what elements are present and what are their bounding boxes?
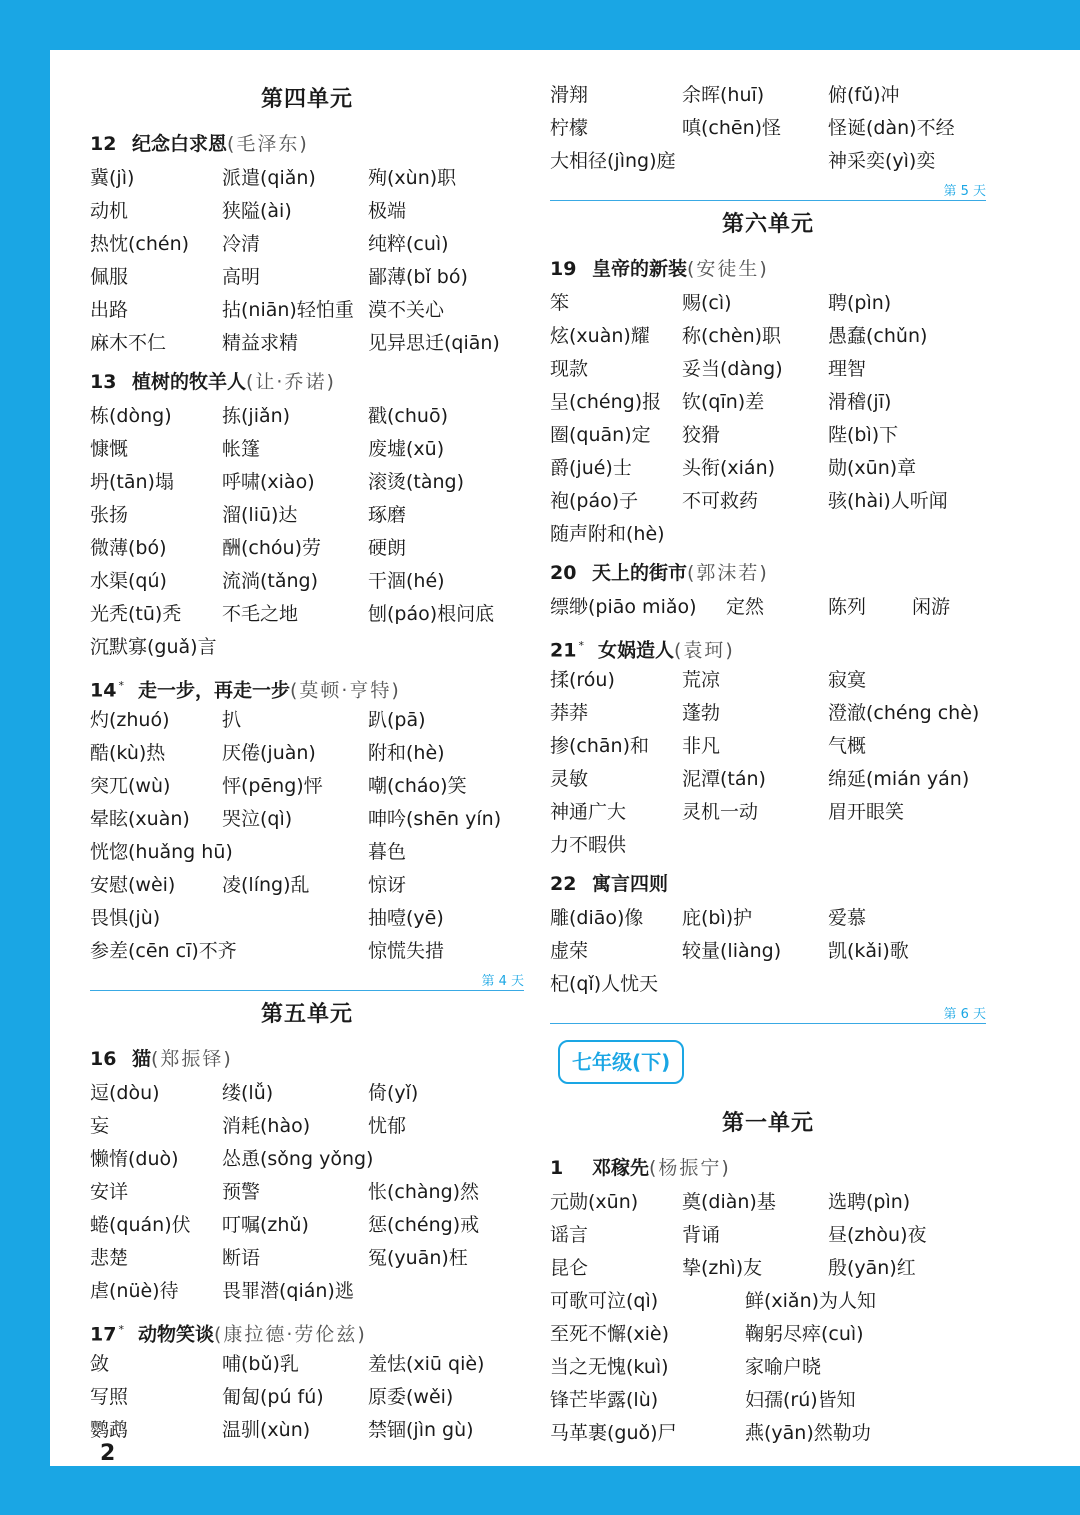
vocab-word: 力不暇供 [550, 834, 627, 856]
word-row [90, 532, 524, 565]
word-row [90, 466, 524, 499]
vocab-word: 奠(diàn)基 [682, 1191, 776, 1213]
lesson-heading [90, 1041, 524, 1077]
lesson-title: 植树的牧羊人 [132, 371, 247, 393]
vocab-word: 佩服 [90, 266, 129, 288]
lesson-number: 12 [90, 133, 117, 155]
vocab-word: 禁锢(jìn gù) [368, 1419, 474, 1441]
vocab-word: 爵(jué)士 [550, 457, 632, 479]
lesson-author: (让·乔诺) [246, 371, 336, 393]
vocab-word: 不可救药 [682, 490, 759, 512]
vocab-word: 羞怯(xiū qiè) [368, 1353, 485, 1375]
word-row [90, 1110, 524, 1143]
vocab-word: 勋(xūn)章 [828, 457, 917, 479]
vocab-word: 雕(diāo)像 [550, 907, 644, 929]
vocab-word: 参差(cēn cī)不齐 [90, 940, 237, 962]
vocab-word: 见异思迁(qiān) [368, 332, 500, 354]
word-row [550, 1384, 986, 1417]
vocab-word: 泥潭(tán) [682, 768, 766, 790]
vocab-word: 精益求精 [222, 332, 299, 354]
vocab-word: 硬朗 [368, 537, 407, 559]
vocab-word: 狭隘(ài) [222, 200, 292, 222]
vocab-word: 怅(chàng)然 [368, 1181, 480, 1203]
day-marker: 第 6 天 [550, 1001, 986, 1024]
left-column [90, 78, 524, 1447]
lesson-number: 13 [90, 371, 117, 393]
vocab-word: 懒惰(duò) [90, 1148, 179, 1170]
word-row [550, 485, 986, 518]
vocab-word: 背诵 [682, 1224, 721, 1246]
vocab-word: 沉默寡(guǎ)言 [90, 636, 217, 658]
vocab-word: 写照 [90, 1386, 129, 1408]
word-row [550, 1285, 986, 1318]
vocab-word: 狡猾 [682, 424, 721, 446]
vocab-word: 凯(kǎi)歌 [828, 940, 909, 962]
vocab-word: 庇(bì)护 [682, 907, 753, 929]
word-row [90, 162, 524, 195]
lesson-number: 20 [550, 562, 577, 584]
word-row [550, 1318, 986, 1351]
vocab-word: 妥当(dàng) [682, 358, 783, 380]
vocab-word: 愚蠢(chǔn) [828, 325, 928, 347]
vocab-word: 挚(zhì)友 [682, 1257, 763, 1279]
lesson-number: 14 * [90, 679, 124, 702]
word-row [550, 353, 986, 386]
vocab-word: 昼(zhòu)夜 [828, 1224, 927, 1246]
vocab-word: 鲜(xiǎn)为人知 [745, 1290, 877, 1312]
word-row [550, 1186, 986, 1219]
lesson-title: 走一步，再走一步 [137, 679, 290, 702]
vocab-word: 呼啸(xiào) [222, 471, 315, 493]
vocab-word: 神采奕(yì)奕 [828, 150, 936, 172]
lesson-author: (袁珂) [673, 639, 735, 662]
vocab-word: 温驯(xùn) [222, 1419, 311, 1441]
vocab-word: 揉(róu) [550, 669, 615, 691]
vocab-word: 趴(pā) [368, 709, 426, 731]
vocab-word: 较量(liàng) [682, 940, 782, 962]
lesson-title: 寓言四则 [592, 873, 669, 895]
lesson-author: (康拉德·劳伦兹) [213, 1323, 367, 1346]
vocab-word: 凌(líng)乱 [222, 874, 310, 896]
vocab-word: 酬(chóu)劳 [222, 537, 321, 559]
vocab-word: 派遣(qiǎn) [222, 167, 316, 189]
vocab-word: 鹦鹉 [90, 1419, 129, 1441]
vocab-word: 俯(fǔ)冲 [828, 84, 900, 106]
word-row [550, 796, 986, 829]
vocab-word: 抽噎(yē) [368, 907, 444, 929]
lesson-author: (郑振铎) [151, 1048, 233, 1070]
vocab-word: 聘(pìn) [828, 292, 892, 314]
vocab-word: 消耗(hào) [222, 1115, 311, 1137]
vocab-word: 惊慌失措 [368, 940, 445, 962]
vocab-word: 家喻户晓 [745, 1356, 822, 1378]
vocab-word: 笨 [550, 292, 570, 314]
vocab-word: 当之无愧(kuì) [550, 1356, 669, 1378]
vocab-word: 断语 [222, 1247, 261, 1269]
unit-title: 第五单元 [260, 1002, 353, 1027]
word-row [550, 79, 986, 112]
vocab-word: 余晖(huī) [682, 84, 765, 106]
vocab-word: 拈(niān)轻怕重 [222, 299, 354, 321]
word-row [90, 499, 524, 532]
lesson-number: 1 [550, 1157, 564, 1179]
lesson-author: (郭沫若) [687, 562, 769, 584]
word-row [90, 261, 524, 294]
vocab-word: 滑翔 [550, 84, 589, 106]
vocab-word: 滚烫(tàng) [368, 471, 465, 493]
word-row [550, 902, 986, 935]
vocab-word: 呻吟(shēn yín) [368, 808, 502, 830]
vocab-word: 炫(xuàn)耀 [550, 325, 650, 347]
grade-section [550, 1026, 986, 1102]
vocab-word: 鄙薄(bǐ bó) [368, 266, 468, 288]
vocab-word: 头衔(xián) [682, 457, 776, 479]
vocab-word: 嗔(chēn)怪 [682, 117, 782, 139]
word-row [90, 294, 524, 327]
vocab-word: 滑稽(jī) [828, 391, 892, 413]
vocab-word: 称(chèn)职 [682, 325, 782, 347]
vocab-word: 鞠躬尽瘁(cuì) [745, 1323, 864, 1345]
vocab-word: 虐(nüè)待 [90, 1280, 179, 1302]
word-row [550, 1219, 986, 1252]
day-marker: 第 5 天 [550, 178, 986, 201]
word-list [90, 1077, 524, 1308]
vocab-word: 哺(bǔ)乳 [222, 1353, 299, 1375]
word-row [550, 730, 986, 763]
lesson-number: 21 * [550, 639, 584, 662]
vocab-word: 冀(jì) [90, 167, 135, 189]
lesson-heading [550, 866, 986, 902]
word-list [550, 1285, 986, 1450]
vocab-word: 袍(páo)子 [550, 490, 639, 512]
word-row [90, 770, 524, 803]
vocab-word: 溜(liū)达 [222, 504, 298, 526]
vocab-word: 钦(qīn)差 [682, 391, 765, 413]
vocab-word: 纯粹(cuì) [368, 233, 449, 255]
word-list [90, 400, 524, 664]
lesson-number: 22 [550, 873, 577, 895]
lesson-heading [90, 1312, 524, 1348]
vocab-word: 倚(yǐ) [368, 1082, 419, 1104]
vocab-word: 附和(hè) [368, 742, 445, 764]
vocab-word: 灵机一动 [682, 801, 759, 823]
vocab-word: 非凡 [682, 735, 721, 757]
vocab-word: 妄 [90, 1115, 110, 1137]
lesson-heading [90, 364, 524, 400]
vocab-word: 掺(chān)和 [550, 735, 649, 757]
lesson-heading [550, 251, 986, 287]
vocab-word: 惩(chéng)戒 [368, 1214, 480, 1236]
word-row [550, 145, 986, 178]
vocab-word: 赐(cì) [682, 292, 732, 314]
vocab-word: 光秃(tū)秃 [90, 603, 182, 625]
word-list [550, 902, 986, 1001]
vocab-word: 坍(tān)塌 [90, 471, 174, 493]
vocab-word: 柠檬 [550, 117, 589, 139]
vocab-word: 绵延(mián yán) [828, 768, 970, 790]
word-row [550, 452, 986, 485]
word-list [550, 1186, 986, 1285]
vocab-word: 大相径(jìng)庭 [550, 150, 676, 172]
word-row [550, 518, 986, 551]
word-row [90, 1242, 524, 1275]
lesson-title: 猫 [132, 1048, 152, 1070]
vocab-word: 琢磨 [368, 504, 407, 526]
vocab-word: 冤(yuān)枉 [368, 1247, 468, 1269]
vocab-word: 可歌可泣(qì) [550, 1290, 659, 1312]
vocab-word: 寂寞 [828, 669, 867, 691]
word-row [550, 763, 986, 796]
word-list [550, 591, 986, 624]
lesson-heading [550, 555, 986, 591]
page [50, 50, 1080, 1466]
unit-title: 第一单元 [721, 1111, 814, 1136]
vocab-word: 缕(lǚ) [222, 1082, 274, 1104]
vocab-word: 谣言 [550, 1224, 589, 1246]
vocab-word: 灼(zhuó) [90, 709, 170, 731]
lesson-author: (莫顿·亨特) [289, 679, 401, 702]
vocab-word: 昆仑 [550, 1257, 589, 1279]
right-column [550, 79, 986, 1450]
word-row [550, 320, 986, 353]
lesson-number: 17 * [90, 1323, 124, 1346]
word-list [90, 1348, 524, 1447]
vocab-word: 锋芒毕露(lù) [550, 1389, 659, 1411]
vocab-word: 极端 [368, 200, 407, 222]
vocab-word: 匍匐(pú fú) [222, 1386, 324, 1408]
vocab-word: 嘲(cháo)笑 [368, 775, 467, 797]
lesson-title: 天上的街市 [592, 562, 688, 584]
vocab-word: 爱慕 [828, 907, 867, 929]
vocab-word: 畏惧(jù) [90, 907, 161, 929]
day-marker: 第 4 天 [90, 968, 524, 991]
vocab-word: 慷慨 [90, 438, 129, 460]
word-row [550, 112, 986, 145]
word-list [550, 287, 986, 551]
lesson-title: 皇帝的新装 [592, 258, 688, 280]
vocab-word: 陛(bì)下 [828, 424, 899, 446]
vocab-word: 预警 [222, 1181, 261, 1203]
vocab-word: 忧郁 [368, 1115, 407, 1137]
word-row [550, 386, 986, 419]
vocab-word: 张扬 [90, 504, 129, 526]
vocab-word: 晕眩(xuàn) [90, 808, 190, 830]
vocab-word: 突兀(wù) [90, 775, 171, 797]
vocab-word: 干涸(hé) [368, 570, 445, 592]
grade-badge: 七年级(下) [558, 1040, 684, 1084]
vocab-word: 至死不懈(xiè) [550, 1323, 670, 1345]
vocab-word: 燕(yān)然勒功 [745, 1422, 871, 1444]
vocab-word: 蓬勃 [682, 702, 721, 724]
vocab-word: 定然 [726, 596, 765, 618]
vocab-word: 怪诞(dàn)不经 [828, 117, 955, 139]
lesson-author: (杨振宁) [649, 1157, 731, 1179]
word-row [90, 631, 524, 664]
vocab-word: 殉(xùn)职 [368, 167, 457, 189]
word-row [550, 1351, 986, 1384]
word-row [90, 433, 524, 466]
unit-title: 第四单元 [260, 87, 353, 112]
vocab-word: 扒 [222, 709, 242, 731]
vocab-word: 理智 [828, 358, 867, 380]
word-row [90, 1176, 524, 1209]
vocab-word: 畏罪潜(qián)逃 [222, 1280, 354, 1302]
lesson-number: 16 [90, 1048, 117, 1070]
vocab-word: 逗(dòu) [90, 1082, 160, 1104]
lesson-heading [90, 126, 524, 162]
word-row [90, 1143, 524, 1176]
vocab-word: 高明 [222, 266, 261, 288]
vocab-word: 选聘(pìn) [828, 1191, 911, 1213]
word-row [90, 598, 524, 631]
vocab-word: 蜷(quán)伏 [90, 1214, 191, 1236]
vocab-word: 哭泣(qì) [222, 808, 293, 830]
vocab-word: 厌倦(juàn) [222, 742, 316, 764]
vocab-word: 殷(yān)红 [828, 1257, 916, 1279]
word-row [90, 902, 524, 935]
word-row [90, 1275, 524, 1308]
word-row [90, 400, 524, 433]
vocab-word: 现款 [550, 358, 589, 380]
word-row [550, 935, 986, 968]
word-row [90, 737, 524, 770]
lesson-heading [550, 628, 986, 664]
word-row [550, 968, 986, 1001]
vocab-word: 元勋(xūn) [550, 1191, 639, 1213]
word-row [90, 1209, 524, 1242]
vocab-word: 陈列 [828, 596, 867, 618]
vocab-word: 敛 [90, 1353, 110, 1375]
vocab-word: 荒凉 [682, 669, 721, 691]
vocab-word: 废墟(xū) [368, 438, 445, 460]
vocab-word: 拣(jiǎn) [222, 405, 291, 427]
word-row [90, 1414, 524, 1447]
word-list [550, 79, 986, 178]
word-row [550, 664, 986, 697]
vocab-word: 眉开眼笑 [828, 801, 905, 823]
lesson-title: 纪念白求恩 [132, 133, 228, 155]
vocab-word: 圈(quān)定 [550, 424, 651, 446]
vocab-word: 麻木不仁 [90, 332, 167, 354]
vocab-word: 怂恿(sǒng yǒng) [222, 1148, 374, 1170]
word-row [90, 935, 524, 968]
word-row [550, 697, 986, 730]
vocab-word: 出路 [90, 299, 129, 321]
vocab-word: 闲游 [912, 596, 951, 618]
word-row [90, 836, 524, 869]
page-number: 2 [100, 1441, 116, 1466]
word-row [550, 1252, 986, 1285]
word-row [90, 228, 524, 261]
lesson-title: 邓稼先 [592, 1157, 650, 1179]
word-row [90, 1348, 524, 1381]
vocab-word: 安详 [90, 1181, 129, 1203]
vocab-word: 澄澈(chéng chè) [828, 702, 980, 724]
word-list [550, 664, 986, 862]
vocab-word: 惊讶 [368, 874, 407, 896]
word-list [90, 162, 524, 360]
vocab-word: 莽莽 [550, 702, 589, 724]
word-row [550, 287, 986, 320]
vocab-word: 恍惚(huǎng hū) [90, 841, 233, 863]
word-row [90, 704, 524, 737]
vocab-word: 神通广大 [550, 801, 627, 823]
lesson-author: (安徒生) [687, 258, 769, 280]
vocab-word: 热忱(chén) [90, 233, 190, 255]
vocab-word: 刨(páo)根问底 [368, 603, 495, 625]
vocab-word: 冷清 [222, 233, 261, 255]
vocab-word: 气概 [828, 735, 867, 757]
word-row [90, 565, 524, 598]
vocab-word: 灵敏 [550, 768, 589, 790]
vocab-word: 杞(qǐ)人忧天 [550, 973, 659, 995]
vocab-word: 叮嘱(zhǔ) [222, 1214, 309, 1236]
vocab-word: 帐篷 [222, 438, 261, 460]
lesson-title: 女娲造人 [597, 639, 674, 662]
lesson-title: 动物笑谈 [137, 1323, 214, 1346]
word-row [90, 195, 524, 228]
word-row [550, 829, 986, 862]
vocab-word: 原委(wěi) [368, 1386, 454, 1408]
word-row [90, 1381, 524, 1414]
word-row [550, 1417, 986, 1450]
vocab-word: 缥缈(piāo miǎo) [550, 596, 697, 618]
vocab-word: 安慰(wèi) [90, 874, 176, 896]
vocab-word: 马革裹(guǒ)尸 [550, 1422, 677, 1444]
vocab-word: 水渠(qú) [90, 570, 167, 592]
word-row [550, 419, 986, 452]
lesson-heading [90, 668, 524, 704]
vocab-word: 妇孺(rú)皆知 [745, 1389, 856, 1411]
vocab-word: 漠不关心 [368, 299, 445, 321]
word-row [90, 869, 524, 902]
vocab-word: 动机 [90, 200, 129, 222]
vocab-word: 不毛之地 [222, 603, 299, 625]
vocab-word: 呈(chéng)报 [550, 391, 662, 413]
vocab-word: 虚荣 [550, 940, 589, 962]
word-list [90, 704, 524, 968]
vocab-word: 栋(dòng) [90, 405, 172, 427]
lesson-heading [550, 1150, 986, 1186]
vocab-word: 随声附和(hè) [550, 523, 665, 545]
word-row [550, 591, 986, 624]
vocab-word: 骇(hài)人听闻 [828, 490, 948, 512]
vocab-word: 流淌(tǎng) [222, 570, 319, 592]
vocab-word: 微薄(bó) [90, 537, 167, 559]
vocab-word: 怦(pēng)怦 [222, 775, 323, 797]
lesson-author: (毛泽东) [227, 133, 309, 155]
word-row [90, 327, 524, 360]
vocab-word: 暮色 [368, 841, 407, 863]
vocab-word: 戳(chuō) [368, 405, 448, 427]
vocab-word: 悲楚 [90, 1247, 129, 1269]
unit-title: 第六单元 [721, 212, 814, 237]
lesson-number: 19 [550, 258, 577, 280]
word-row [90, 1077, 524, 1110]
word-row [90, 803, 524, 836]
vocab-word: 酷(kù)热 [90, 742, 166, 764]
